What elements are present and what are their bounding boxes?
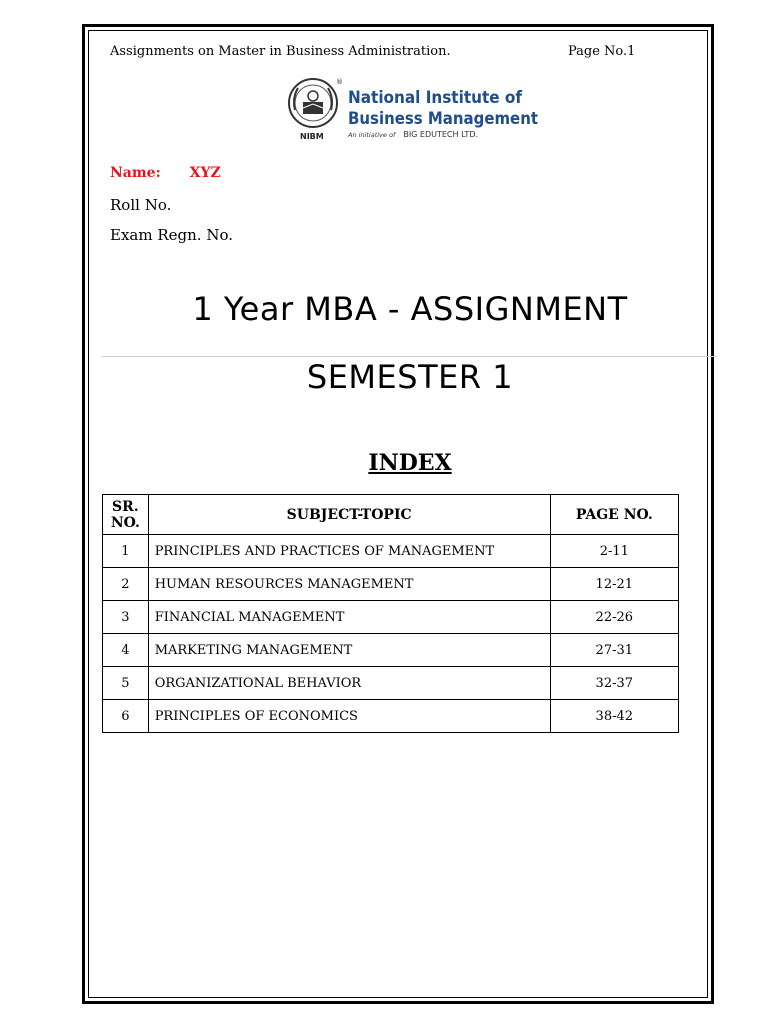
table-row (103, 568, 679, 601)
semester-title: SEMESTER 1 (306, 358, 514, 396)
table-row (103, 601, 679, 634)
row-sr: 4 (103, 634, 149, 667)
header-subject-topic: SUBJECT-TOPIC (148, 495, 550, 535)
row-page: 27-31 (550, 634, 678, 667)
nibm-logo (286, 76, 546, 142)
exam-regn-label: Exam Regn. No. (110, 226, 233, 244)
logo-org-line2: Business Management (348, 109, 538, 129)
name-field (110, 165, 221, 181)
row-topic: PRINCIPLES AND PRACTICES OF MANAGEMENT (148, 535, 550, 568)
row-topic: HUMAN RESOURCES MANAGEMENT (148, 568, 550, 601)
roll-number-label: Roll No. (110, 196, 172, 214)
row-topic: MARKETING MANAGEMENT (148, 634, 550, 667)
index-table (102, 494, 679, 733)
logo-org-line1: National Institute of (348, 88, 523, 108)
row-sr: 6 (103, 700, 149, 733)
seal-icon (289, 79, 337, 127)
registered-mark: ® (336, 78, 343, 86)
name-value: XYZ (189, 165, 221, 181)
header-sr-line1: SR. (112, 498, 139, 515)
header-sr-no (103, 495, 149, 535)
table-row (103, 700, 679, 733)
row-topic: PRINCIPLES OF ECONOMICS (148, 700, 550, 733)
row-sr: 5 (103, 667, 149, 700)
row-page: 32-37 (550, 667, 678, 700)
row-page: 38-42 (550, 700, 678, 733)
tagline-prefix: An initiative of (348, 131, 396, 139)
row-page: 2-11 (550, 535, 678, 568)
row-sr: 1 (103, 535, 149, 568)
name-label: Name: (110, 165, 161, 181)
index-heading: INDEX (368, 450, 452, 476)
table-row (103, 667, 679, 700)
header-title: Assignments on Master in Business Administration. (110, 44, 451, 59)
row-topic: ORGANIZATIONAL BEHAVIOR (148, 667, 550, 700)
row-page: 22-26 (550, 601, 678, 634)
table-row (103, 634, 679, 667)
row-topic: FINANCIAL MANAGEMENT (148, 601, 550, 634)
page-number: Page No.1 (568, 44, 636, 59)
header-page-no: PAGE NO. (550, 495, 678, 535)
header-sr-line2: NO. (110, 514, 140, 531)
tagline-company: BIG EDUTECH LTD. (403, 130, 479, 139)
title-divider (102, 356, 718, 357)
row-page: 12-21 (550, 568, 678, 601)
table-header-row (103, 495, 679, 535)
table-row (103, 535, 679, 568)
logo-abbrev: NIBM (300, 132, 324, 141)
document-title: 1 Year MBA - ASSIGNMENT (192, 290, 628, 328)
row-sr: 3 (103, 601, 149, 634)
row-sr: 2 (103, 568, 149, 601)
